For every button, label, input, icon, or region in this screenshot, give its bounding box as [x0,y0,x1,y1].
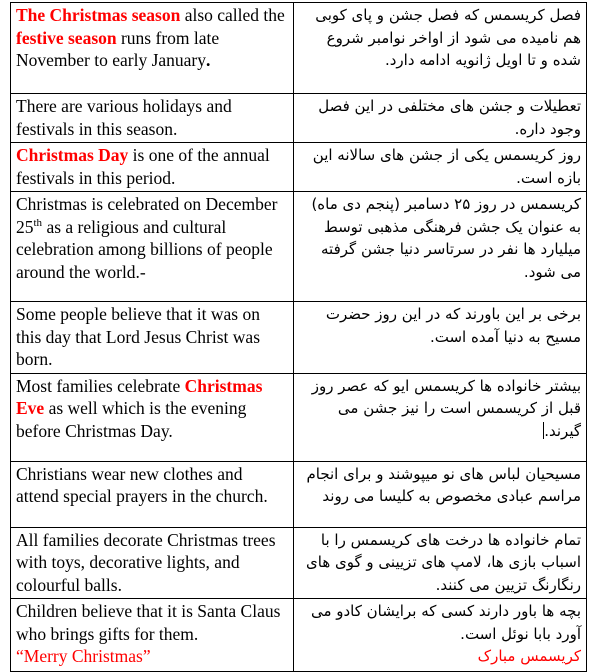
english-text: Christmas is celebrated on December 25 [16,194,278,237]
persian-text: تمام خانواده ها درخت های کریسمس را با اسباب بازی ها، لامپ های تزیینی و گوی های رنگارنگ تزیین می کنند. [306,530,581,594]
table-row [11,192,587,302]
persian-text: تعطیلات و جشن های مختلفی در این فصل وجود داره. [318,97,581,138]
english-text: th [33,216,43,229]
english-text: as a religious and cultural celebration among billions of people around the world.- [16,216,273,282]
english-text: The Christmas season [16,5,181,25]
english-cell [11,373,294,461]
english-text: Christmas Day [16,145,129,165]
table-row [11,94,587,143]
table-row [11,599,587,672]
english-text: runs from late November to early January [16,27,220,70]
english-cell [11,302,294,374]
persian-cell[interactable] [294,373,587,461]
english-text: . [206,50,211,70]
english-cell [11,461,294,527]
persian-cell[interactable] [294,302,587,374]
table-row [11,527,587,599]
english-text: Children believe that it is Santa Claus who brings gifts for them. [16,601,281,644]
persian-cell[interactable] [294,192,587,302]
english-text: festive season [16,27,117,48]
persian-cell[interactable] [294,94,587,143]
english-text: as well which is the evening before Christmas Day. [16,398,247,441]
persian-text: فصل کریسمس که فصل جشن و پای کوبی هم نامیده می شود از اواخر نوامبر شروع شده و تا اویل ژانویه ادامه دارد. [315,6,581,69]
persian-cell[interactable] [294,461,587,527]
persian-text: روز کریسمس یکی از جشن های سالانه این بازه است. [312,146,581,187]
english-text: is one of the annual festivals in this period. [16,145,270,188]
english-text: Christians wear new clothes and attend special prayers in the church. [16,463,268,506]
english-text: Christmas Eve [16,375,263,418]
table-row [11,143,587,192]
persian-cell[interactable] [294,3,587,94]
english-cell [11,143,294,192]
persian-cell[interactable] [294,143,587,192]
english-cell [11,192,294,302]
english-text: All families decorate Christmas trees with toys, decorative lights, and colourful balls. [16,529,276,595]
english-text: There are various holidays and festivals in this season. [16,96,232,139]
english-cell [11,527,294,599]
persian-cell[interactable] [294,527,587,599]
english-text: “Merry Christmas” [16,646,151,666]
persian-text: کریسمس در روز ۲۵ دسامبر (پنجم دی ماه) به عنوان یک جشن فرهنگی مذهبی توسط میلیارد ها نفر در سرتاسر دنیا جشن گرفته می شود. [311,195,581,281]
english-cell [11,599,294,672]
persian-greeting: کریسمس مبارک [477,647,581,665]
persian-text: بچه ها باور دارند کسی که برایشان کادو می آورد بابا نوئل است. [310,602,581,643]
english-cell [11,94,294,143]
english-text: Some people believe that it was on this day that Lord Jesus Christ was born. [16,304,261,369]
table-row [11,3,587,94]
table-row [11,461,587,527]
english-text: also called the [180,5,285,25]
persian-text: بیشتر خانواده ها کریسمس ایو که عصر روز قبل از کریسمس است را نیز جشن می گیرند. [311,376,581,440]
english-text: Most families celebrate [16,375,185,396]
english-cell [11,3,294,94]
bilingual-table [10,2,587,672]
persian-text: مسیحیان لباس های نو میپوشند و برای انجام مراسم عبادی مخصوص به کلیسا می روند [306,464,581,505]
table-row [11,373,587,461]
table-body [11,3,587,672]
table-row [11,302,587,374]
persian-cell[interactable] [294,599,587,672]
persian-text: برخی بر این باورند که در این روز حضرت مسیح به دنیا آمده است. [325,305,581,346]
